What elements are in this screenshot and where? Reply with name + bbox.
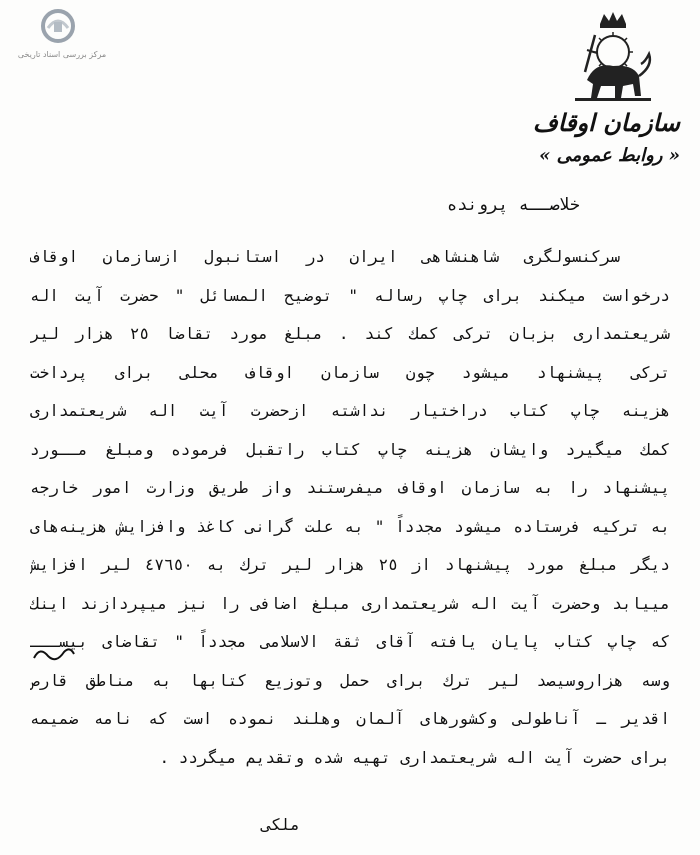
body-line: که چاپ کتاب پایان یافته آقای ثقة الاسلامی مجدداً " تقاضای بیســـ (30, 632, 670, 651)
document-title: خلاصــه پرونده (446, 195, 580, 215)
organization-name: سازمان اوقاف (532, 108, 680, 137)
body-line: هزینه چاپ کتاب دراختیار نداشته ازحضرت آیت اله شریعتمداری (30, 401, 670, 420)
body-line: درخواست میکند برای چاپ رساله " توضیح المسائل " حضرت آیت اله (30, 285, 670, 305)
document-body (30, 238, 670, 777)
department-name: « روابط عمومی » (539, 145, 680, 166)
body-line: پیشنهاد را به سازمان اوقاف میفرستند واز طریق وزارت امور خارجه (30, 478, 670, 497)
body-line: دیگر مبلغ مورد پیشنهاد از ٢٥ هزار لیر ترك به ٤٧٦٥٠ لیر افزایش (30, 555, 670, 574)
body-line: کمك میگیرد وایشان هزینه چاپ کتاب راتقبل فرموده ومبلغ مــورد (30, 439, 670, 459)
signature-name: ملکی (261, 815, 300, 834)
body-line: ترکی پیشنهاد میشود چون سازمان اوقاف محلی برای پرداخت (30, 362, 670, 382)
body-line: شریعتمداری بزبان ترکی کمك کند . مبلغ مورد تقاضا ٢٥ هزار لیر (30, 324, 670, 343)
body-line: وسه هزاروسیصد لیر ترك برای حمل وتوزیع کتابها به مناطق قارص (30, 670, 670, 690)
lion-and-sun-emblem-icon (565, 10, 660, 110)
body-line: اقدیر ـ آناطولی وکشورهای آلمان وهلند نموده است که نامه ضمیمه (30, 709, 670, 728)
body-line: به ترکیه فرستاده میشود مجدداً " به علت گرانی کاغذ وافزایش هزینه‌های (30, 516, 670, 536)
watermark-text: مرکز بررسی اسناد تاریخی (17, 50, 107, 59)
archive-logo-icon (40, 8, 76, 44)
body-line: مییابد وحضرت آیت اله شریعتمداری مبلغ اضافی را نیز میپردازند اینك (30, 593, 670, 613)
body-line: برای حضرت آیت اله شریعتمداری تهیه شده وتقدیم میگردد . (159, 747, 670, 767)
handwritten-pen-mark (30, 640, 78, 668)
body-line: سرکنسولگری شاهنشاهی ایران در استانبول ازسازمان اوقاف (30, 247, 620, 266)
archive-watermark (6, 8, 118, 68)
